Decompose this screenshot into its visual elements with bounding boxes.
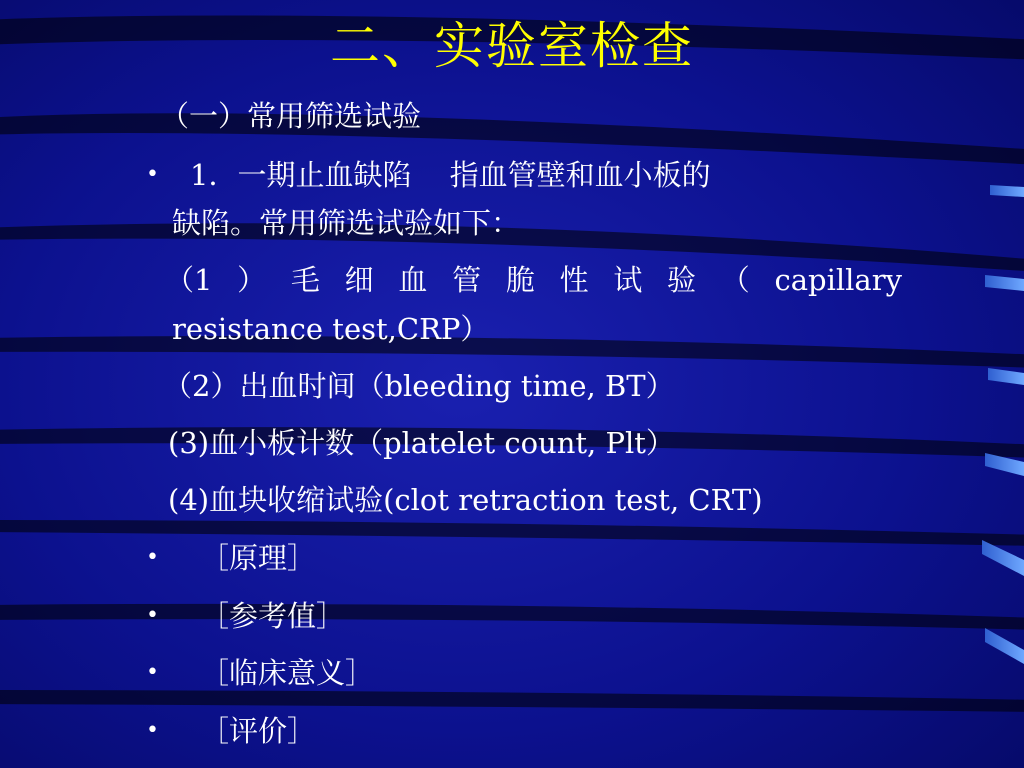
test1-token: capillary xyxy=(774,263,902,297)
test1-token: ） xyxy=(237,263,267,297)
section-reference-value: ［参考值］ xyxy=(200,599,346,633)
bullet-marker: • xyxy=(146,545,159,570)
test1-token: 细 xyxy=(344,263,374,297)
test1-token: 脆 xyxy=(505,263,535,297)
test1-token: （1 xyxy=(165,263,213,297)
bullet-marker: • xyxy=(146,603,159,628)
bullet-marker: • xyxy=(146,718,159,743)
slide-title: 二、实验室检查 xyxy=(330,17,694,75)
test1-token: 管 xyxy=(452,263,482,297)
test1-line2: resistance test,CRP） xyxy=(172,312,490,346)
bullet-marker: • xyxy=(146,660,159,685)
test1-token: （ xyxy=(720,263,750,297)
test1-token: 性 xyxy=(559,263,589,297)
test1-token: 试 xyxy=(613,263,643,297)
item1-line2: 缺陷。常用筛选试验如下： xyxy=(172,206,521,240)
test3-line: (3)血小板计数（platelet count, Plt） xyxy=(168,426,675,460)
test4-line: (4)血块收缩试验(clot retraction test, CRT) xyxy=(168,483,763,517)
test1-token: 血 xyxy=(398,263,428,297)
subheading: （一）常用筛选试验 xyxy=(160,99,422,133)
test2-line: （2）出血时间（bleeding time, BT） xyxy=(163,369,675,403)
bullet-marker: • xyxy=(146,162,159,187)
section-principle: ［原理］ xyxy=(200,541,317,575)
test1-line1 xyxy=(165,260,902,300)
item1-line1: 1．一期止血缺陷 指血管壁和血小板的 xyxy=(190,158,711,192)
test1-token: 验 xyxy=(667,263,697,297)
section-evaluation: ［评价］ xyxy=(200,714,317,748)
test1-token: 毛 xyxy=(290,263,320,297)
section-clinical-significance: ［临床意义］ xyxy=(200,656,375,690)
